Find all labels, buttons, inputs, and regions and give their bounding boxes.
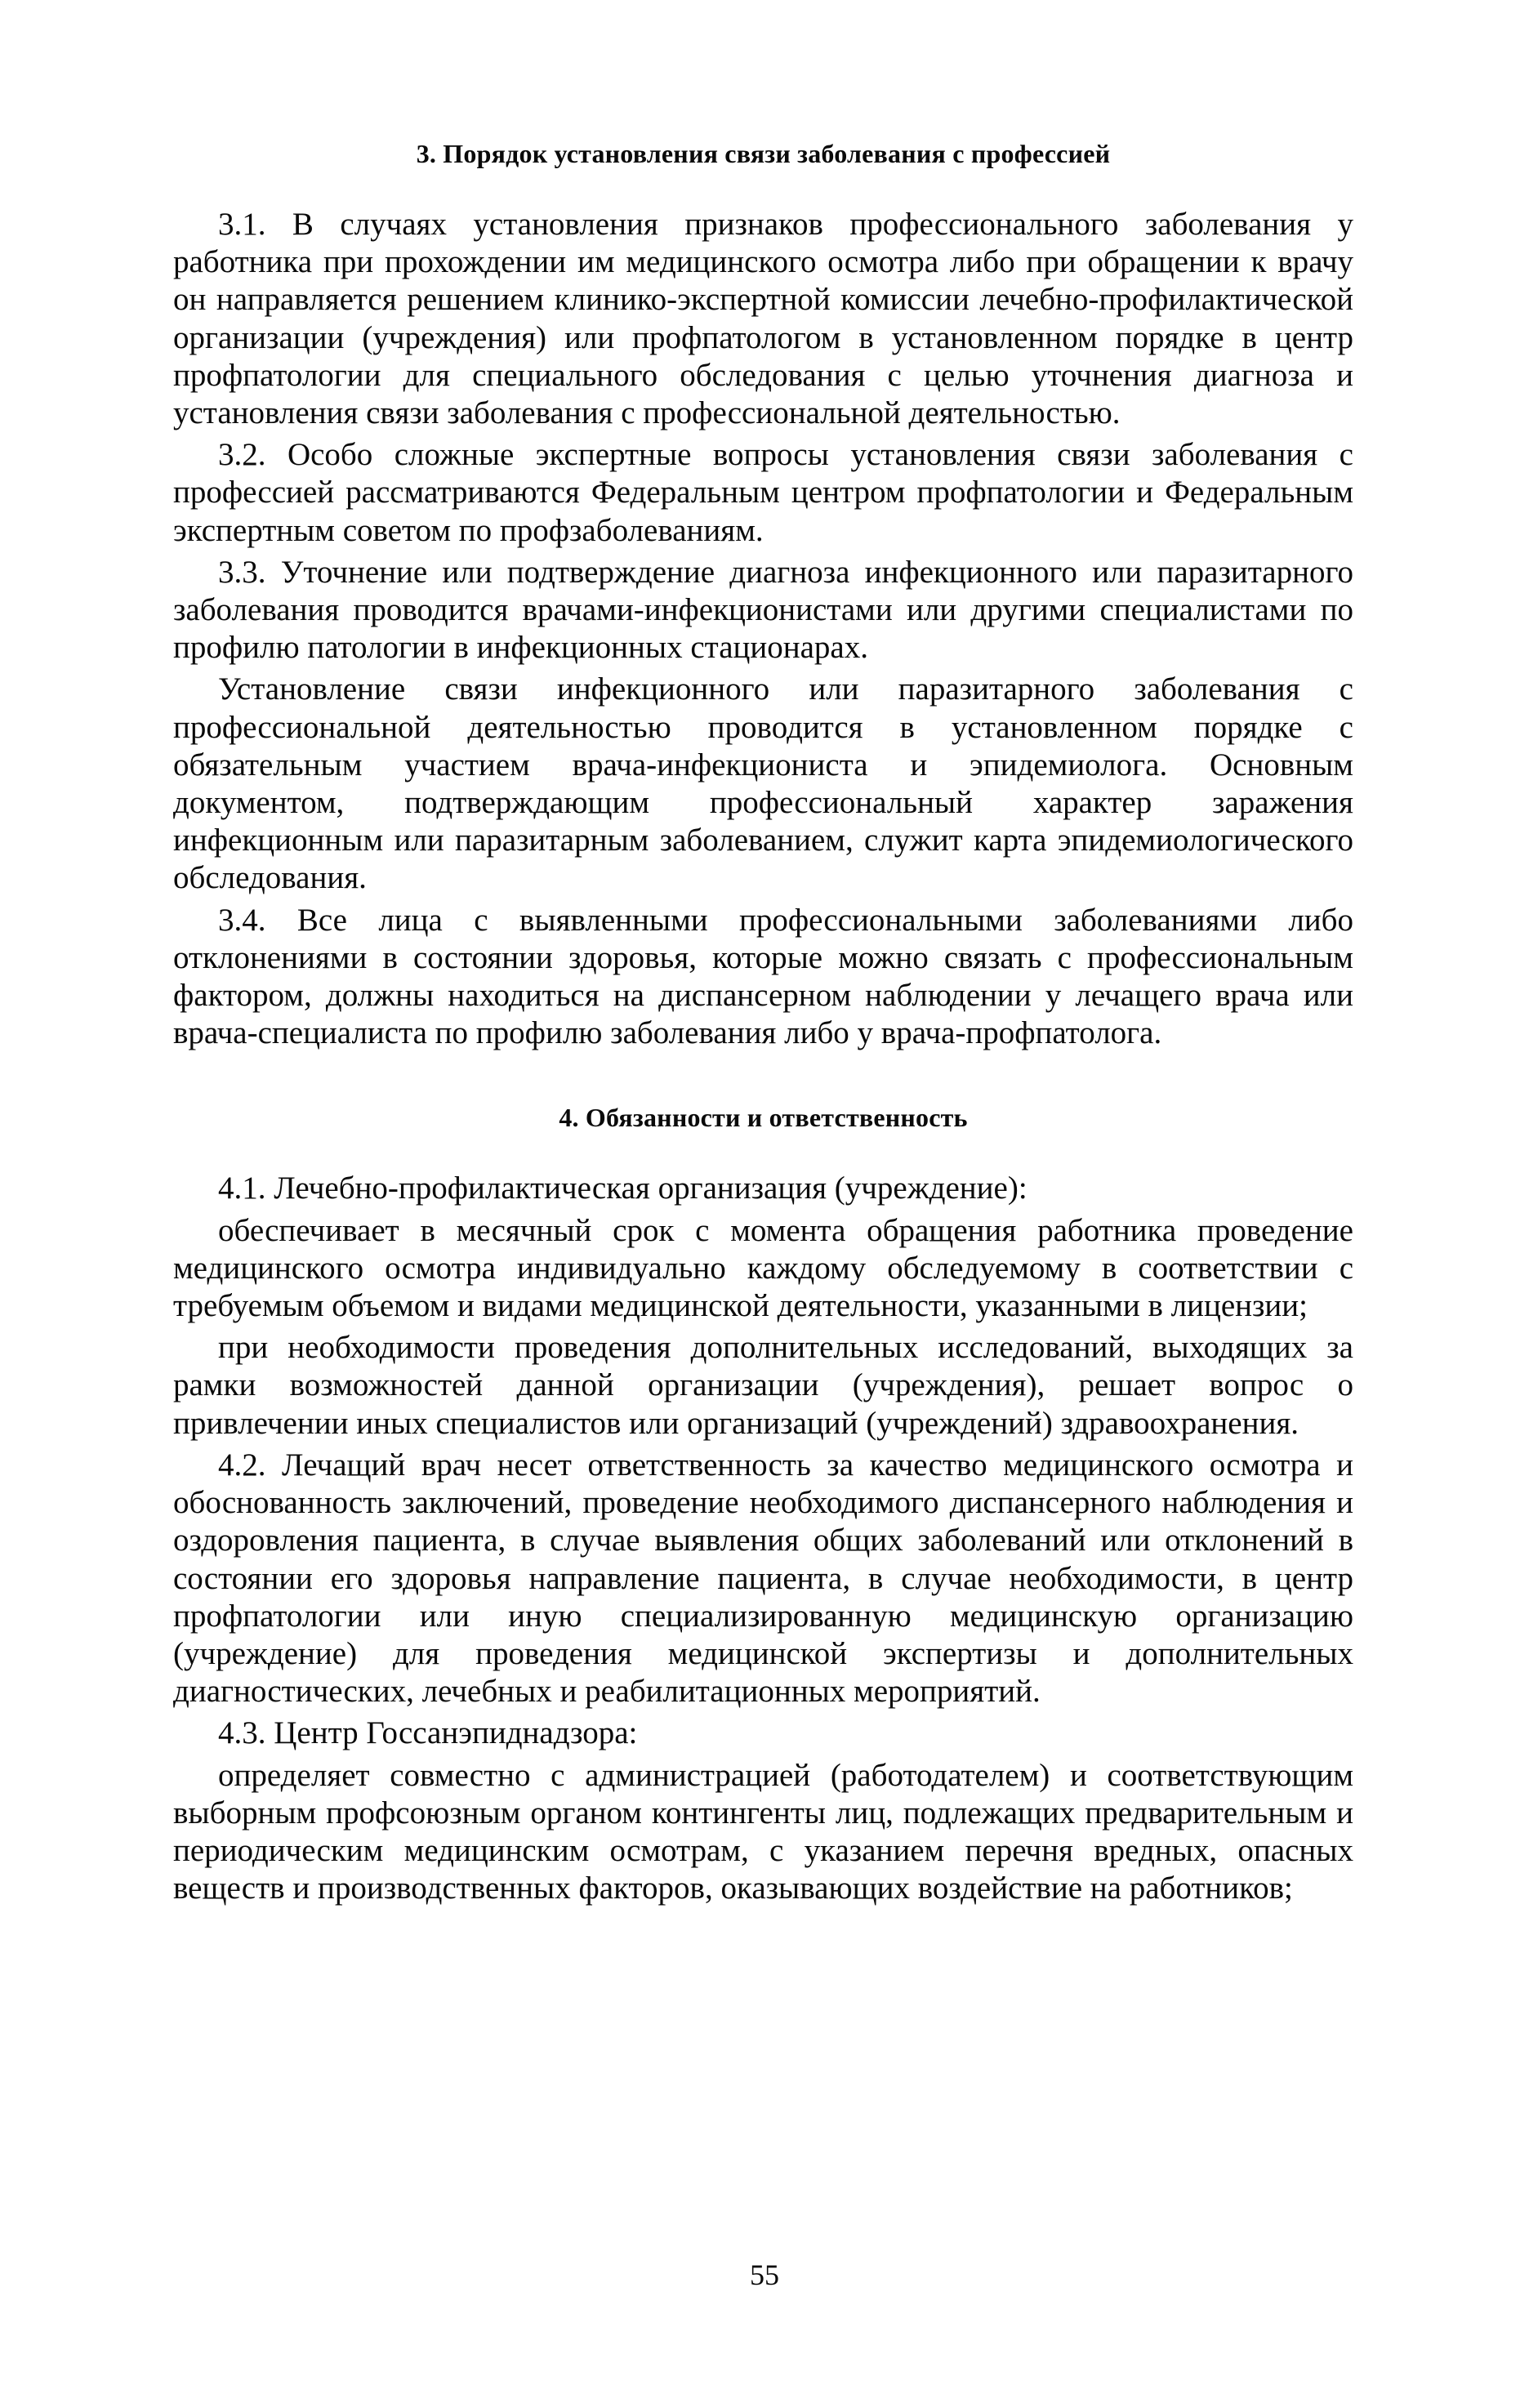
section-3-heading: 3. Порядок установления связи заболевания с профессией	[416, 139, 1111, 168]
paragraph-3-3: 3.3. Уточнение или подтверждение диагноза инфекционного или паразитарного заболевания проводится врачами-инфекционистами или другими специалистами по профилю патологии в инфекционных стационарах.	[173, 554, 1353, 666]
paragraph-3-3-cont: Установление связи инфекционного или паразитарного заболевания с профессиональной деятельностью проводится в установленном порядке с обязательным участием врача-инфекциониста и эпидемиолога. Основным документом, подтверждающим профессиональный характер заражения инфекционным или паразитарным заболеванием, служит карта эпидемиологического обследования.	[173, 671, 1353, 896]
document-page	[173, 137, 1353, 1911]
paragraph-4-3-a: определяет совместно с администрацией (работодателем) и соответствующим выборным профсоюзным органом контингенты лиц, подлежащих предварительным и периодическим медицинским осмотрам, с указанием перечня вредных, опасных веществ и производственных факторов, оказывающих воздействие на работников;	[173, 1757, 1353, 1906]
paragraph-3-2: 3.2. Особо сложные экспертные вопросы установления связи заболевания с профессией рассматриваются Федеральным центром профпатологии и Федеральным экспертным советом по профзаболеваниям.	[173, 437, 1353, 548]
paragraph-4-1-a: обеспечивает в месячный срок с момента обращения работника проведение медицинского осмотра индивидуально каждому обследуемому в соответствии с требуемым объемом и видами медицинской деятельности, указанными в лицензии;	[173, 1212, 1353, 1324]
paragraph-4-1: 4.1. Лечебно-профилактическая организация (учреждение):	[218, 1171, 1028, 1206]
paragraph-4-3: 4.3. Центр Госсанэпиднадзора:	[218, 1715, 638, 1751]
page-number: 55	[750, 2259, 779, 2291]
paragraph-4-1-b: при необходимости проведения дополнительных исследований, выходящих за рамки возможностей данной организации (учреждения), решает вопрос о привлечении иных специалистов или организаций (учреждений) здравоохранения.	[173, 1330, 1353, 1441]
section-4-heading: 4. Обязанности и ответственность	[559, 1103, 968, 1133]
paragraph-3-4: 3.4. Все лица с выявленными профессиональными заболеваниями либо отклонениями в состоянии здоровья, которые можно связать с профессиональным фактором, должны находиться на диспансерном наблюдении у лечащего врача или врача-специалиста по профилю заболевания либо у врача-профпатолога.	[173, 902, 1353, 1051]
paragraph-3-1: 3.1. В случаях установления признаков профессионального заболевания у работника при прохождении им медицинского осмотра либо при обращении к врачу он направляется решением клинико-экспертной комиссии лечебно-профилактической организации (учреждения) или профпатологом в установленном порядке в центр профпатологии для специального обследования с целью уточнения диагноза и установления связи заболевания с профессиональной деятельностью.	[173, 207, 1353, 431]
paragraph-4-2: 4.2. Лечащий врач несет ответственность за качество медицинского осмотра и обоснованность заключений, проведение необходимого диспансерного наблюдения и оздоровления пациента, в случае выявления общих заболеваний или отклонений в состоянии его здоровья направление пациента, в случае необходимости, в центр профпатологии или иную специализированную медицинскую организацию (учреждение) для проведения медицинской экспертизы и дополнительных диагностических, лечебных и реабилитационных мероприятий.	[173, 1447, 1353, 1710]
